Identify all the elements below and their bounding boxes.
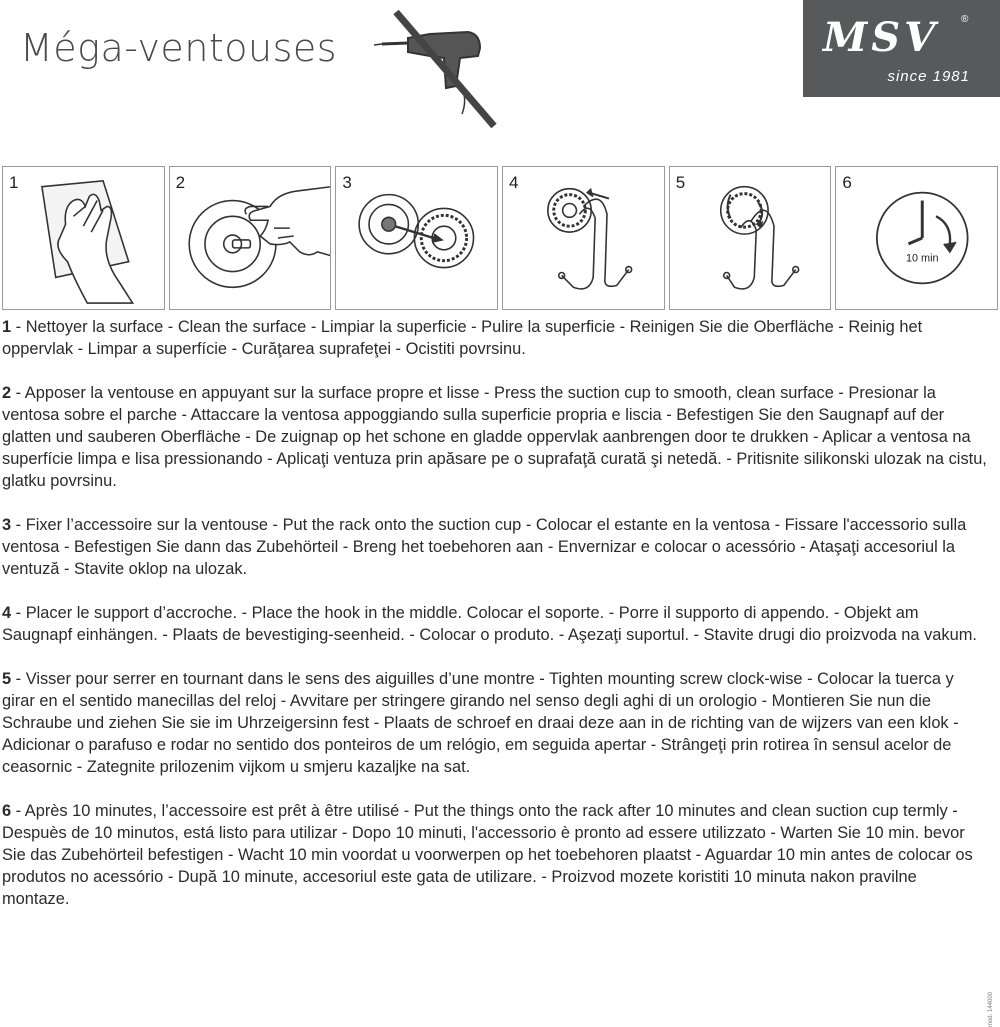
brand-name: MSV	[823, 14, 940, 61]
clock-label: 10 min	[906, 252, 939, 265]
instruction-number: 4	[2, 604, 12, 622]
instruction-text: - Après 10 minutes, l’accessoire est prêt à être utilisé - Put the things onto the rack after 10 minutes and clean suction cup termly - Despuès de 10 minutos, está listo para utilizar - Dopo 10 minuti, l'accessorio è pronto ad essere utilizzato - Warten Sie 10 min. bevor Sie das Zubehörteil befestigen - Wacht 10 min voordat u voorwerpen op het toebehoren plaatst - Aguardar 10 min antes de colocar os produtos no acessório - După 10 minute, accesoriul este gata de utilizare. - Proizvod mozete koristiti 10 minuta nakon pravilne montaze.	[2, 802, 973, 908]
instruction-1	[2, 316, 987, 360]
step-5-panel	[669, 166, 832, 310]
instruction-number: 2	[2, 384, 12, 402]
clean-surface-icon	[3, 167, 164, 309]
steps-strip	[2, 166, 998, 310]
instruction-text: - Visser pour serrer en tournant dans le sens des aiguilles d’une montre - Tighten mounting screw clock-wise - Colocar la tuerca y girar en el sentido manecillas del reloj - Avvitare per stringere girando nel senso degli aghi di un orologio - Montieren Sie nun die Schraube und ziehen Sie sie im Uhrzeigersinn fest - Plaats de schroef en draai deze aan in de richting van de wijzers van een klok - Adicionar o parafuso e rodar no sentido dos ponteiros de um relógio, em seguida apertar - Strângeţi prin rotirea în sensul acelor de ceasornic - Zategnite prilozenim vijkom u smjeru kazaljke na sat.	[2, 670, 959, 776]
instruction-2	[2, 382, 987, 492]
step-3-panel	[335, 166, 498, 310]
step-number: 1	[9, 173, 19, 192]
no-drill-icon	[368, 8, 500, 130]
instruction-4	[2, 602, 987, 646]
instruction-3	[2, 514, 987, 580]
press-suction-cup-icon	[170, 167, 331, 309]
attach-accessory-icon	[336, 167, 497, 309]
instruction-text: - Apposer la ventouse en appuyant sur la surface propre et lisse - Press the suction cup to smooth, clean surface - Presionar la ventosa sobre el parche - Attaccare la ventosa appoggiando sulla superficie propria e liscia - Befestigen Sie den Saugnapf auf der glatten und sauberen Oberfläche - De zuignap op het schone en gladde oppervlak aanbrengen door te drukken - Aplicar a ventosa na superfície limpa e lisa pressionando - Aplicaţi ventuza prin apăsare pe o suprafaţă curată şi netedă. - Pritisnite silikonski ulozak na cistu, glatku povrsinu.	[2, 384, 987, 490]
tighten-clockwise-icon	[670, 167, 831, 309]
instruction-number: 3	[2, 516, 12, 534]
instructions-text	[2, 316, 987, 932]
instruction-text: - Placer le support d’accroche. - Place the hook in the middle. Colocar el soporte. - Porre il supporto di appendo. - Objekt am Saugnapf einhängen. - Plaats de bevestiging-seenheid. - Colocar o produto. - Aşezaţi suportul. - Stavite drugi dio proizvoda na vakum.	[2, 604, 977, 644]
brand-tagline: since 1981	[887, 68, 970, 85]
step-2-panel	[169, 166, 332, 310]
brand-logo	[803, 0, 1000, 97]
step-6-panel	[835, 166, 998, 310]
instruction-number: 1	[2, 318, 12, 336]
instruction-text: - Nettoyer la surface - Clean the surface - Limpiar la superficie - Pulire la superficie - Reinigen Sie die Oberfläche - Reinig het oppervlak - Limpar a superfície - Curăţarea suprafeţei - Ocistiti povrsinu.	[2, 318, 923, 358]
step-number: 4	[509, 173, 519, 192]
step-number: 3	[342, 173, 352, 192]
instruction-number: 5	[2, 670, 12, 688]
step-1-panel	[2, 166, 165, 310]
step-4-panel	[502, 166, 665, 310]
step-number: 2	[175, 173, 186, 192]
page-title: Méga-ventouses	[20, 26, 338, 70]
instruction-5	[2, 668, 987, 778]
step-number: 5	[675, 173, 686, 192]
registered-mark: ®	[961, 14, 969, 25]
wait-clock-icon	[836, 167, 997, 309]
document-code: mod. 144000	[988, 992, 994, 1027]
place-hook-icon	[503, 167, 664, 309]
instruction-6	[2, 800, 987, 910]
instruction-number: 6	[2, 802, 12, 820]
step-number: 6	[842, 173, 852, 192]
instruction-text: - Fixer l’accessoire sur la ventouse - Put the rack onto the suction cup - Colocar el estante en la ventosa - Fissare l'accessorio sulla ventosa - Befestigen Sie dann das Zubehörteil - Breng het toebehoren aan - Envernizar e colocar o acessório - Ataşaţi accesoriul la ventuză - Stavite oklop na ulozak.	[2, 516, 967, 578]
